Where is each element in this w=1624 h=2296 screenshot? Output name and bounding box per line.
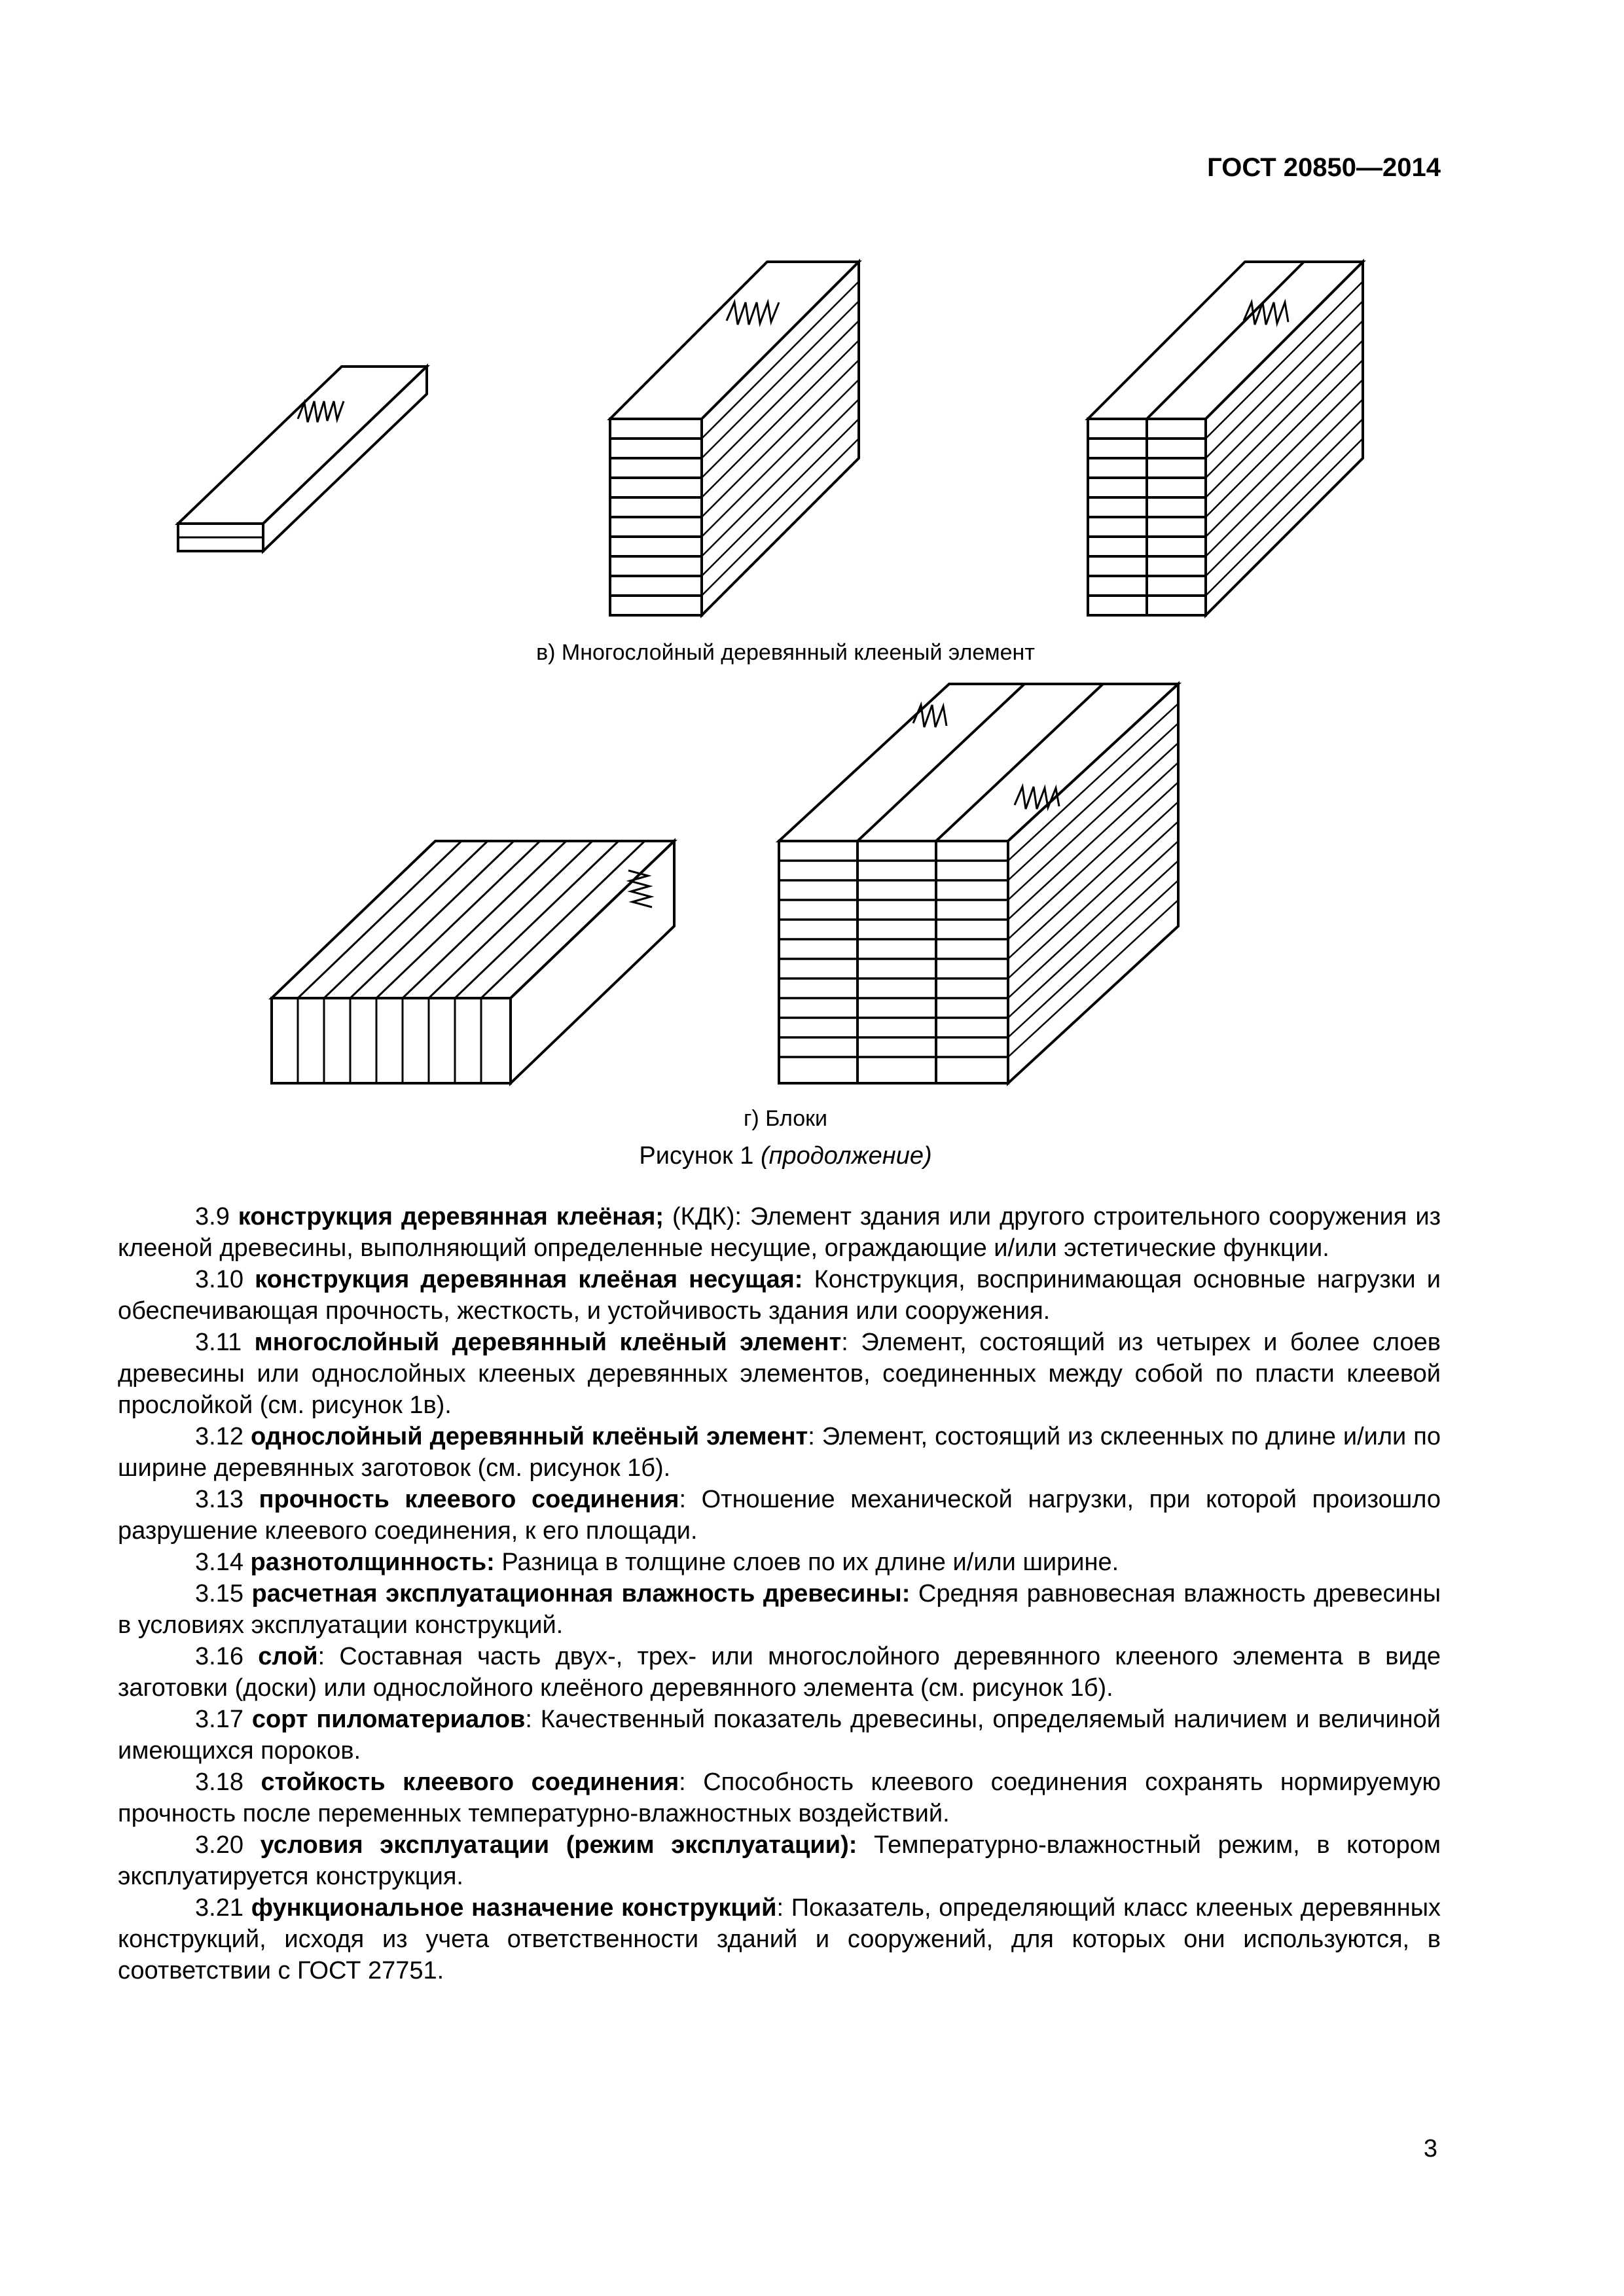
beam-illustration-2 xyxy=(1088,262,1363,615)
term-3-12: 3.12 однослойный деревянный клеёный элемент: Элемент, состоящий из склеенных по длине и/или по ширине деревянных заготовок (см. рисунок 1б). xyxy=(118,1423,1441,1482)
term-name: сорт пиломатериалов xyxy=(251,1706,526,1733)
term-name: конструкция деревянная клеёная несущая: xyxy=(255,1266,803,1293)
flat-block-illustration xyxy=(272,841,674,1083)
term-3-11: 3.11 многослойный деревянный клеёный элемент: Элемент, состоящий из четырех и более слоев древесины или однослойных клееных деревянных элементов, соединенных между собой по пласти клеевой прослойкой (см. рисунок 1в). xyxy=(118,1329,1441,1419)
terms-body xyxy=(118,1201,1441,1986)
term-name: условия эксплуатации (режим эксплуатации): xyxy=(260,1831,857,1859)
figure-title-continuation: (продолжение) xyxy=(760,1142,932,1170)
term-3-10: 3.10 конструкция деревянная клеёная несущая: Конструкция, воспринимающая основные нагрузки и обеспечивающая прочность, жесткость, и устойчивость здания или сооружения. xyxy=(118,1266,1441,1325)
term-name: разнотолщинность: xyxy=(250,1549,495,1576)
term-3-18: 3.18 стойкость клеевого соединения: Способность клеевого соединения сохранять нормируемую прочность после переменных температурно-влажностных воздействий. xyxy=(118,1768,1441,1827)
single-board-illustration xyxy=(178,367,427,551)
term-name: стойкость клеевого соединения xyxy=(261,1768,679,1796)
term-name: прочность клеевого соединения xyxy=(259,1486,679,1513)
term-name: слой xyxy=(258,1643,318,1670)
term-3-9: 3.9 конструкция деревянная клеёная; (КДК): Элемент здания или другого строительного сооружения из клееной древесины, выполняющий определенные несущие, ограждающие и/или эстетические функции. xyxy=(118,1203,1441,1262)
figure-caption-g: г) Блоки xyxy=(743,1106,828,1131)
term-3-16: 3.16 слой: Составная часть двух-, трех- или многослойного деревянного клееного элемента в виде заготовки (доски) или однослойного клеёного деревянного элемента (см. рисунок 1б). xyxy=(118,1643,1441,1702)
term-name: конструкция деревянная клеёная; xyxy=(238,1203,664,1230)
figure-title-main: Рисунок 1 xyxy=(639,1142,754,1170)
figure-caption-v: в) Многослойный деревянный клееный элемент xyxy=(536,640,1035,665)
term-3-17: 3.17 сорт пиломатериалов: Качественный показатель древесины, определяемый наличием и величиной имеющихся пороков. xyxy=(118,1706,1441,1765)
figure-1g-blocks xyxy=(262,674,1244,1100)
page-number: 3 xyxy=(1423,2135,1437,2162)
figure-1v-laminated-elements xyxy=(170,249,1414,641)
term-3-20: 3.20 условия эксплуатации (режим эксплуатации): Температурно-влажностный режим, в котором эксплуатируется конструкция. xyxy=(118,1831,1441,1890)
tall-block-illustration xyxy=(779,684,1178,1083)
term-3-14: 3.14 разнотолщинность: Разница в толщине слоев по их длине и/или ширине. xyxy=(195,1549,1119,1576)
term-name: однослойный деревянный клеёный элемент xyxy=(250,1423,808,1450)
document-header: ГОСТ 20850—2014 xyxy=(1207,153,1441,182)
figure-title xyxy=(524,1142,1047,1170)
term-name: расчетная эксплуатационная влажность древесины: xyxy=(251,1580,911,1607)
term-name: многослойный деревянный клеёный элемент xyxy=(254,1329,842,1356)
term-3-13: 3.13 прочность клеевого соединения: Отношение механической нагрузки, при которой произошло разрушение клеевого соединения, к его площади. xyxy=(118,1486,1441,1545)
beam-illustration-1 xyxy=(610,262,859,615)
term-3-21: 3.21 функциональное назначение конструкций: Показатель, определяющий класс клееных деревянных конструкций, исходя из учета ответственности зданий и сооружений, для которых они используются, в соответствии с ГОСТ 27751. xyxy=(118,1894,1441,1984)
term-name: функциональное назначение конструкций xyxy=(251,1894,777,1922)
term-3-15: 3.15 расчетная эксплуатационная влажность древесины: Средняя равновесная влажность древесины в условиях эксплуатации конструкций. xyxy=(118,1580,1441,1639)
